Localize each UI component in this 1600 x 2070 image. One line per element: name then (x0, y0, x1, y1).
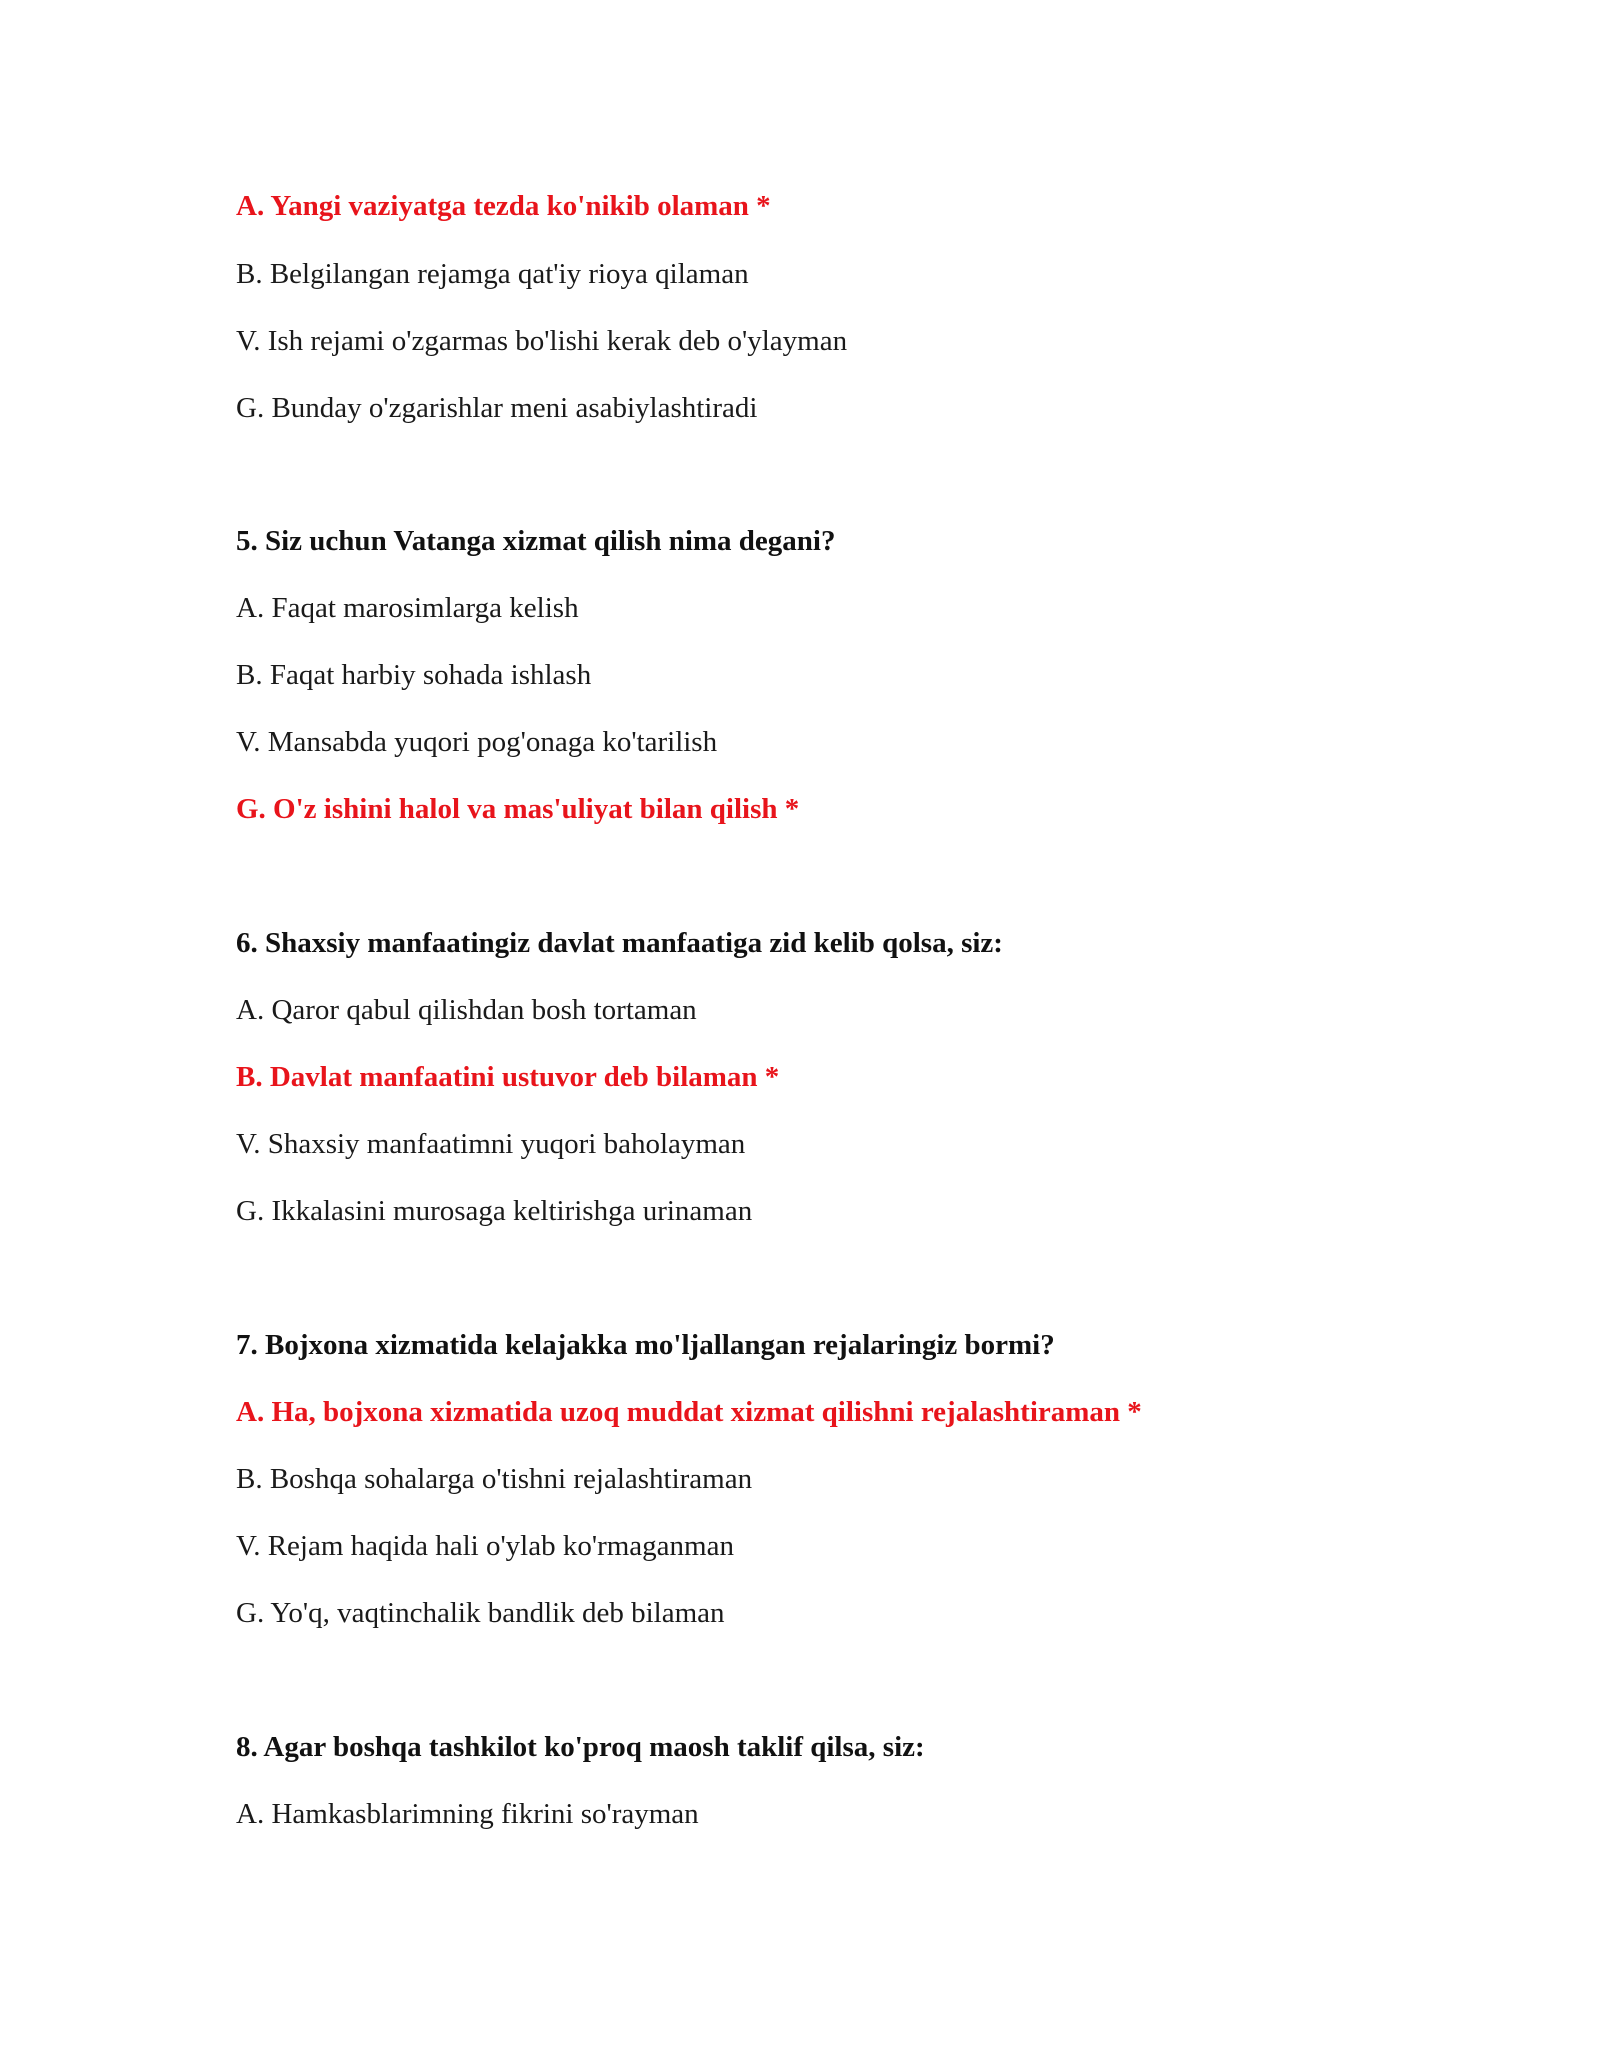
q7-option-a-correct: A. Ha, bojxona xizmatida uzoq muddat xizmat qilishni rejalashtiraman * (236, 1396, 1142, 1428)
q6-option-a: A. Qaror qabul qilishdan bosh tortaman (236, 994, 697, 1026)
q5-option-b: B. Faqat harbiy sohada ishlash (236, 659, 592, 691)
question-5: 5. Siz uchun Vatanga xizmat qilish nima degani? (236, 525, 836, 557)
q5-option-a: A. Faqat marosimlarga kelish (236, 592, 579, 624)
q4-option-b: B. Belgilangan rejamga qat'iy rioya qilaman (236, 258, 749, 290)
q6-option-g: G. Ikkalasini murosaga keltirishga urinaman (236, 1195, 753, 1227)
q6-option-b-correct: B. Davlat manfaatini ustuvor deb bilaman * (236, 1061, 780, 1093)
q8-option-a: A. Hamkasblarimning fikrini so'rayman (236, 1798, 699, 1830)
q7-option-b: B. Boshqa sohalarga o'tishni rejalashtiraman (236, 1463, 753, 1495)
q4-option-a-correct: A. Yangi vaziyatga tezda ko'nikib olaman * (236, 190, 771, 222)
q4-option-g: G. Bunday o'zgarishlar meni asabiylashtiradi (236, 392, 758, 424)
q7-option-g: G. Yo'q, vaqtinchalik bandlik deb bilaman (236, 1597, 725, 1629)
question-6: 6. Shaxsiy manfaatingiz davlat manfaatiga zid kelib qolsa, siz: (236, 927, 1003, 959)
question-8: 8. Agar boshqa tashkilot ko'proq maosh taklif qilsa, siz: (236, 1731, 925, 1763)
q7-option-v: V. Rejam haqida hali o'ylab ko'rmaganman (236, 1530, 734, 1562)
q6-option-v: V. Shaxsiy manfaatimni yuqori baholayman (236, 1128, 746, 1160)
q4-option-v: V. Ish rejami o'zgarmas bo'lishi kerak deb o'ylayman (236, 325, 848, 357)
q5-option-v: V. Mansabda yuqori pog'onaga ko'tarilish (236, 726, 718, 758)
question-7: 7. Bojxona xizmatida kelajakka mo'ljallangan rejalaringiz bormi? (236, 1329, 1055, 1361)
q5-option-g-correct: G. O'z ishini halol va mas'uliyat bilan qilish * (236, 793, 800, 825)
